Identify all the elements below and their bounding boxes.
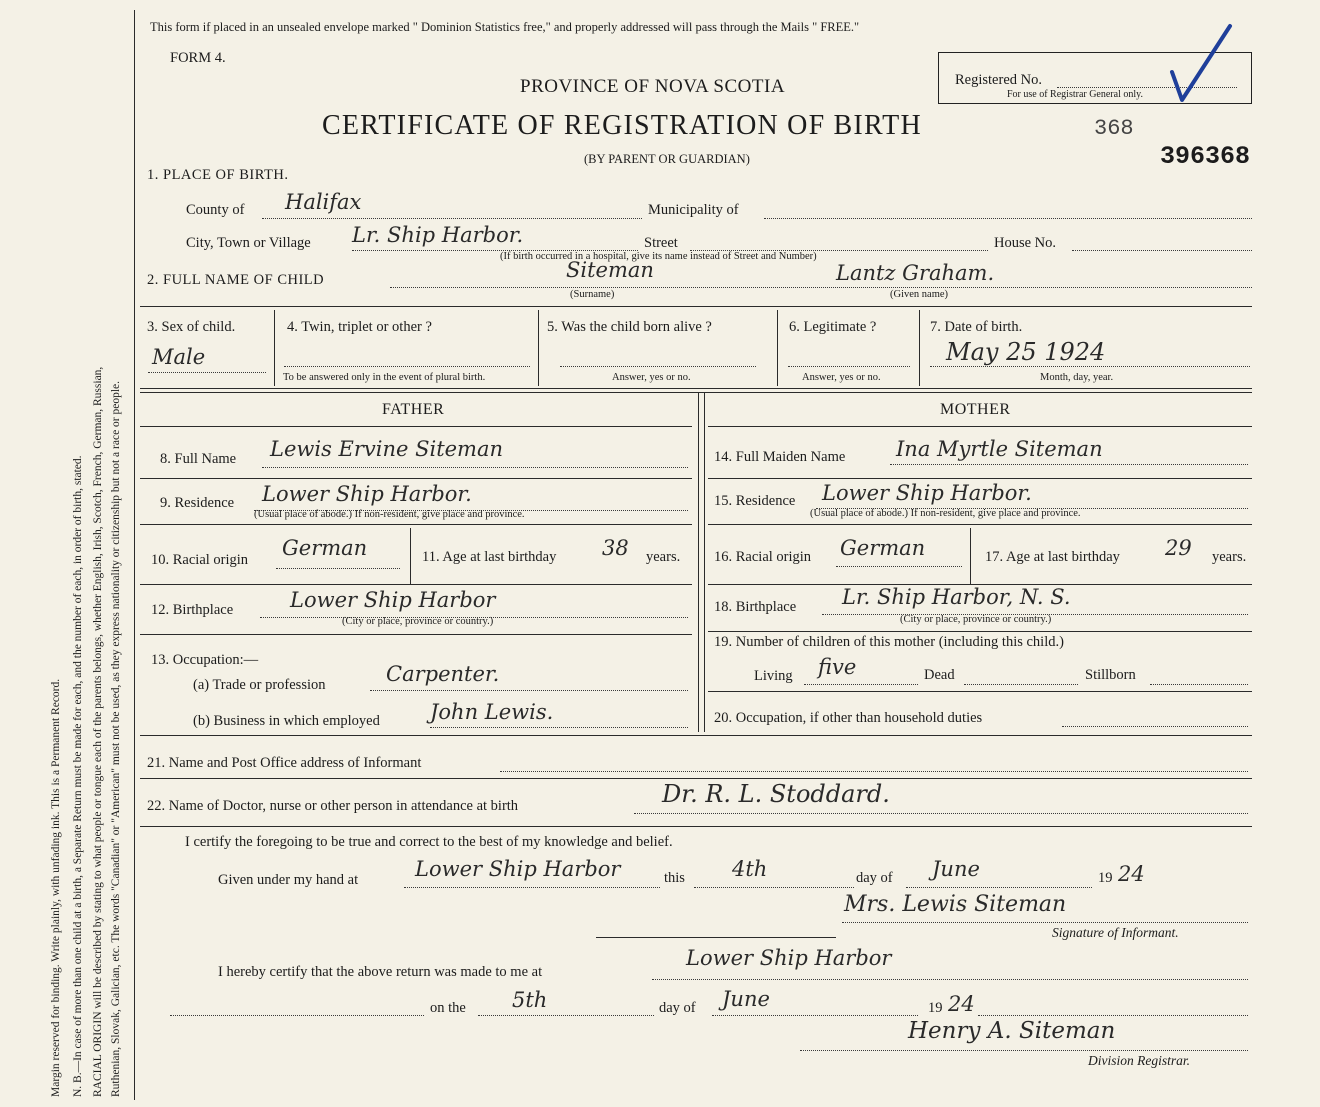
legitimate-label: 6. Legitimate ? — [789, 319, 877, 335]
form-number: FORM 4. — [170, 50, 226, 66]
stillborn-label: Stillborn — [1085, 667, 1136, 683]
child-given-name: Lantz Graham. — [836, 261, 995, 285]
given-place-value: Lower Ship Harbor — [415, 857, 621, 881]
mother-birthplace-note: (City or place, province or country.) — [900, 614, 1052, 625]
informant-signature-caption: Signature of Informant. — [1052, 925, 1179, 940]
return-label: I hereby certify that the above return was made to me at — [218, 964, 543, 980]
mother-occupation-label: 20. Occupation, if other than household duties — [714, 710, 983, 726]
return-month-value: June — [722, 987, 770, 1011]
county-value: Halifax — [285, 190, 362, 214]
father-birthplace-value: Lower Ship Harbor — [290, 588, 496, 612]
born-alive-label: 5. Was the child born alive ? — [547, 319, 712, 335]
mother-age-label: 17. Age at last birthday — [985, 549, 1120, 565]
mother-residence-note: (Usual place of abode.) If non-resident, give place and province. — [810, 508, 1081, 519]
twin-label: 4. Twin, triplet or other ? — [287, 319, 432, 335]
registrar-signature-caption: Division Registrar. — [1088, 1053, 1191, 1068]
mother-birthplace-value: Lr. Ship Harbor, N. S. — [842, 585, 1071, 609]
house-no-label: House No. — [994, 235, 1057, 251]
father-residence-label: 9. Residence — [160, 495, 235, 511]
father-years-label: years. — [646, 549, 681, 565]
street-label: Street — [644, 235, 678, 251]
registered-no-label: Registered No. — [955, 72, 1042, 88]
father-racial-origin-value: German — [282, 536, 368, 560]
father-occupation-label: 13. Occupation:— — [151, 652, 259, 668]
check-mark-icon — [1168, 20, 1238, 106]
registrar-signature: Henry A. Siteman — [908, 1018, 1116, 1044]
informant-signature: Mrs. Lewis Siteman — [844, 892, 1067, 917]
margin-multiple-birth-note: N. B.—In case of more than one child at a birth, a Separate Return must be made for each, and the number of each, in order of birth, stated. — [72, 455, 84, 1097]
sex-label: 3. Sex of child. — [147, 319, 236, 335]
mother-residence-label: 15. Residence — [714, 493, 796, 509]
mother-name-value: Ina Myrtle Siteman — [896, 437, 1103, 461]
margin-binding-note: Margin reserved for binding. Write plainly, with unfading ink. This is a Permanent Record. — [50, 678, 62, 1097]
doctor-label: 22. Name of Doctor, nurse or other person in attendance at birth — [147, 798, 519, 814]
trade-label: (a) Trade or profession — [193, 677, 326, 693]
this-label: this — [664, 870, 685, 886]
date-of-birth-note: Month, day, year. — [1040, 372, 1114, 383]
certificate-title: CERTIFICATE OF REGISTRATION OF BIRTH — [322, 110, 922, 141]
return-year-value: 24 — [948, 992, 975, 1016]
city-label: City, Town or Village — [186, 235, 311, 251]
mother-heading: MOTHER — [940, 401, 1011, 418]
municipality-label: Municipality of — [648, 202, 739, 218]
twin-note: To be answered only in the event of plural birth. — [283, 372, 486, 383]
father-age-label: 11. Age at last birthday — [422, 549, 557, 565]
business-value: John Lewis. — [430, 700, 554, 724]
sex-value: Male — [152, 345, 206, 369]
return-year-prefix: 19 — [928, 1000, 943, 1016]
return-place-value: Lower Ship Harbor — [686, 946, 892, 970]
children-count-label: 19. Number of children of this mother (including this child.) — [714, 634, 1064, 650]
mother-residence-value: Lower Ship Harbor. — [822, 481, 1032, 505]
binding-margin — [0, 0, 135, 1107]
father-name-value: Lewis Ervine Siteman — [270, 437, 504, 461]
margin-nationality-note: Ruthenian, Slovak, Galician, etc. The words "Canadian" or "American" must not be used, as they express nationality or citizenship but not a race or people. — [110, 380, 122, 1097]
born-alive-note: Answer, yes or no. — [612, 372, 691, 383]
date-of-birth-value: May 25 1924 — [946, 338, 1106, 366]
given-name-caption: (Given name) — [890, 289, 949, 300]
surname-caption: (Surname) — [570, 289, 615, 300]
return-day-of-label: day of — [659, 1000, 696, 1016]
father-age-value: 38 — [602, 536, 629, 560]
certify-statement: I certify the foregoing to be true and correct to the best of my knowledge and belief. — [185, 834, 673, 850]
legitimate-note: Answer, yes or no. — [802, 372, 881, 383]
living-value: five — [818, 655, 857, 679]
date-of-birth-label: 7. Date of birth. — [930, 319, 1023, 335]
city-value: Lr. Ship Harbor. — [352, 223, 524, 247]
mother-racial-origin-value: German — [840, 536, 926, 560]
margin-racial-origin-note: RACIAL ORIGIN will be described by stating to what people or tongue each of the parents belongs, whether English, Irish, Scotch, French, German, Russian, — [92, 366, 104, 1097]
hospital-note: (If birth occurred in a hospital, give its name instead of Street and Number) — [500, 251, 817, 262]
father-birthplace-note: (City or place, province or country.) — [342, 616, 494, 627]
stamp-small-number: 368 — [1094, 116, 1134, 141]
mail-notice: This form if placed in an unsealed envelope marked " Dominion Statistics free," and properly addressed will pass through the Mails " FREE." — [150, 20, 860, 34]
county-label: County of — [186, 202, 245, 218]
province-heading: PROVINCE OF NOVA SCOTIA — [520, 76, 786, 97]
given-month-value: June — [932, 857, 980, 881]
father-name-label: 8. Full Name — [160, 451, 237, 467]
return-day-value: 5th — [512, 988, 548, 1012]
living-label: Living — [754, 668, 793, 684]
mother-age-value: 29 — [1165, 536, 1192, 560]
mother-birthplace-label: 18. Birthplace — [714, 599, 797, 615]
on-the-label: on the — [430, 1000, 466, 1016]
father-residence-value: Lower Ship Harbor. — [262, 482, 472, 506]
dead-label: Dead — [924, 667, 955, 683]
father-birthplace-label: 12. Birthplace — [151, 602, 234, 618]
place-of-birth-heading: 1. PLACE OF BIRTH. — [147, 167, 289, 183]
father-residence-note: (Usual place of abode.) If non-resident, give place and province. — [254, 509, 525, 520]
given-under-hand-label: Given under my hand at — [218, 872, 359, 888]
given-year-prefix: 19 — [1098, 870, 1113, 886]
registrar-use-note: For use of Registrar General only. — [1007, 89, 1143, 100]
mother-years-label: years. — [1212, 549, 1247, 565]
certificate-subtitle: (BY PARENT OR GUARDIAN) — [584, 152, 750, 166]
child-name-label: 2. FULL NAME OF CHILD — [147, 272, 325, 288]
mother-name-label: 14. Full Maiden Name — [714, 449, 846, 465]
margin-divider — [134, 10, 135, 1100]
father-heading: FATHER — [382, 401, 445, 418]
mother-racial-origin-label: 16. Racial origin — [714, 549, 812, 565]
child-surname: Siteman — [566, 258, 654, 282]
father-racial-origin-label: 10. Racial origin — [151, 552, 249, 568]
trade-value: Carpenter. — [386, 662, 500, 686]
informant-label: 21. Name and Post Office address of Informant — [147, 755, 422, 771]
doctor-value: Dr. R. L. Stoddard. — [662, 780, 890, 808]
given-day-value: 4th — [732, 857, 768, 881]
given-day-of-label: day of — [856, 870, 893, 886]
business-label: (b) Business in which employed — [193, 713, 380, 729]
registration-stamp-number: 396368 — [1160, 142, 1251, 171]
given-year-value: 24 — [1118, 862, 1145, 886]
